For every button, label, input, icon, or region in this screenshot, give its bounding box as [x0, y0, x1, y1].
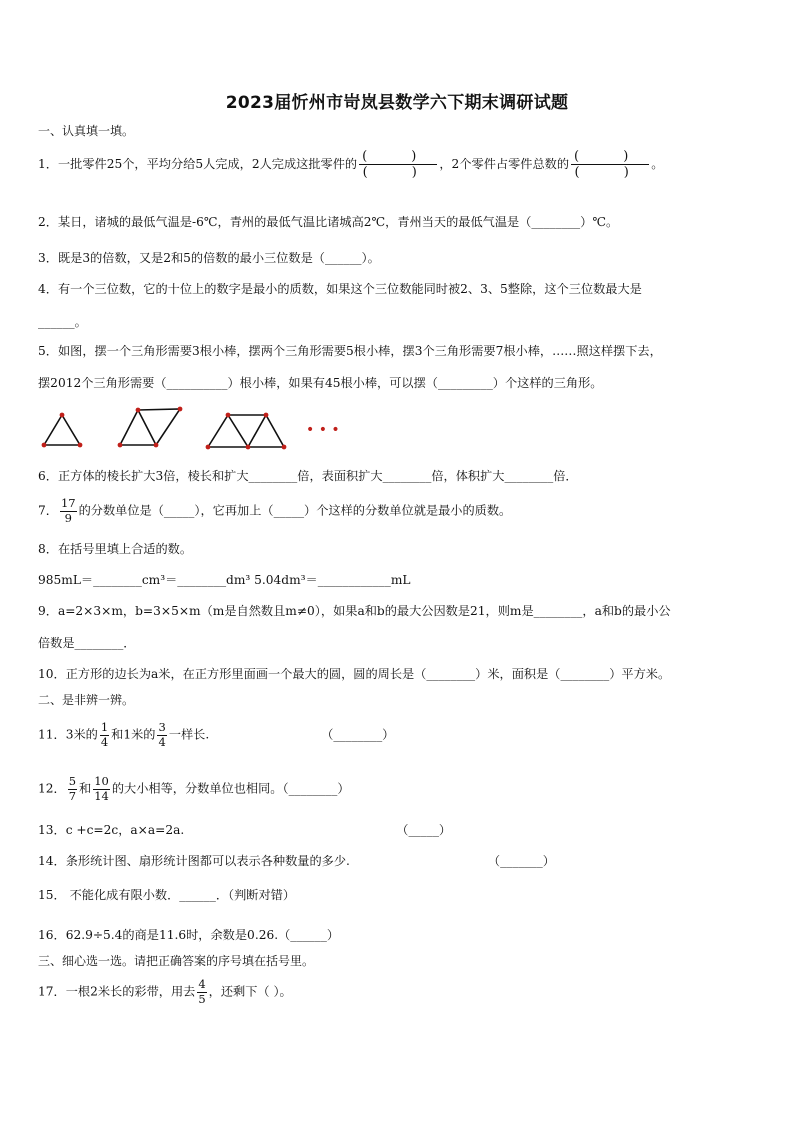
two-triangles [120, 409, 180, 445]
q17-fraction: $\frac{4}{5}$ [198, 977, 206, 1006]
page-title: 2023届忻州市岢岚县数学六下期末调研试题 [225, 93, 569, 113]
q11-answer-blank[interactable]: （________） [321, 727, 395, 742]
question-14: 14．条形统计图、扇形统计图都可以表示各种数量的多少. （_______） [38, 854, 555, 868]
question-16: 16．62.9÷5.4的商是11.6时，余数是0.26.（______） [38, 928, 340, 942]
question-8-blanks: 985mL＝________cm³＝________dm³ 5.04dm³＝____________mL [38, 573, 411, 587]
q1-text-b: ，2个零件占零件总数的 [439, 157, 570, 171]
question-3: 3．既是3的倍数，又是2和5的倍数的最小三位数是（______）。 [38, 251, 380, 265]
q14-answer-blank[interactable]: （_______） [487, 854, 555, 868]
question-1 [38, 150, 764, 179]
q13-answer-blank[interactable]: （_____） [396, 823, 452, 837]
question-4-line-1: 4．有一个三位数，它的十位上的数字是最小的质数，如果这个三位数能同时被2、3、5整除，这个三位数最大是 [38, 282, 642, 296]
section-2-heading: 二、是非辨一辨。 [38, 693, 135, 707]
two-triangles-dots [118, 407, 183, 448]
q7-fraction: $\frac{17}{9}$ [60, 496, 76, 525]
q1-fraction-blank-2[interactable]: $\frac{( )}{( )}$ [571, 150, 649, 179]
question-11: 11．3米的 $\frac{1}{4}$ 和1米的 $\frac{3}{4}$ 一样长. （________） [38, 720, 395, 749]
question-9-line-1: 9．a=2×3×m，b=3×5×m（m是自然数且m≠0），如果a和b的最大公因数是21，则m是________，a和b的最小公 [38, 604, 671, 618]
q11-fraction-1: $\frac{1}{4}$ [100, 720, 109, 749]
one-triangle-dots [42, 413, 83, 448]
question-7: 7． $\frac{17}{9}$ 的分数单位是（_____），它再加上（_____）个这样的分数单位就是最小的质数。 [38, 496, 512, 525]
question-13: 13．c +c=2c，a×a=2a. （_____） [38, 823, 452, 837]
question-5-line-2: 摆2012个三角形需要（__________）根小棒，如果有45根小棒，可以摆（_________）个这样的三角形。 [38, 376, 603, 390]
q1-text-c: 。 [651, 157, 664, 171]
q12-fraction-2: $\frac{10}{14}$ [94, 774, 109, 803]
section-1-heading: 一、认真填一填。 [38, 124, 135, 138]
three-triangles [208, 415, 284, 447]
question-17: 17．一根2米长的彩带，用去 $\frac{4}{5}$ ，还剩下（ ）。 [38, 977, 292, 1006]
question-4-line-2: ______。 [38, 315, 87, 329]
question-5-line-1: 5．如图，摆一个三角形需要3根小棒，摆两个三角形需要5根小棒，摆3个三角形需要7根小棒，……照这样摆下去， [38, 344, 662, 358]
one-triangle [44, 415, 80, 445]
section-3-heading: 三、细心选一选。请把正确答案的序号填在括号里。 [38, 954, 315, 968]
question-8: 8．在括号里填上合适的数。 [38, 542, 193, 556]
question-6: 6．正方体的棱长扩大3倍，棱长和扩大________倍，表面积扩大________倍，体积扩大________倍． [38, 469, 578, 483]
triangle-matchstick-figure [38, 405, 358, 455]
question-12: 12． $\frac{5}{7}$ 和 $\frac{10}{14}$ 的大小相等，分数单位也相同。（________） [38, 774, 350, 803]
q1-text-a: 1．一批零件25个，平均分给5人完成，2人完成这批零件的 [38, 157, 358, 171]
question-10: 10．正方形的边长为a米，在正方形里面画一个最大的圆，圆的周长是（________）米，面积是（________）平方米。 [38, 667, 671, 681]
question-2: 2．某日，诸城的最低气温是-6℃，青州的最低气温比诸城高2℃，青州当天的最低气温是（________）℃。 [38, 215, 619, 229]
question-15: 15． 不能化成有限小数．______．（判断对错） [38, 888, 296, 902]
q12-fraction-1: $\frac{5}{7}$ [68, 774, 77, 803]
ellipsis-dots: • • • [306, 422, 340, 438]
q11-fraction-2: $\frac{3}{4}$ [158, 720, 166, 749]
q1-fraction-blank-1[interactable]: $\frac{( )}{( )}$ [359, 150, 437, 179]
question-9-line-2: 倍数是________． [38, 636, 136, 650]
